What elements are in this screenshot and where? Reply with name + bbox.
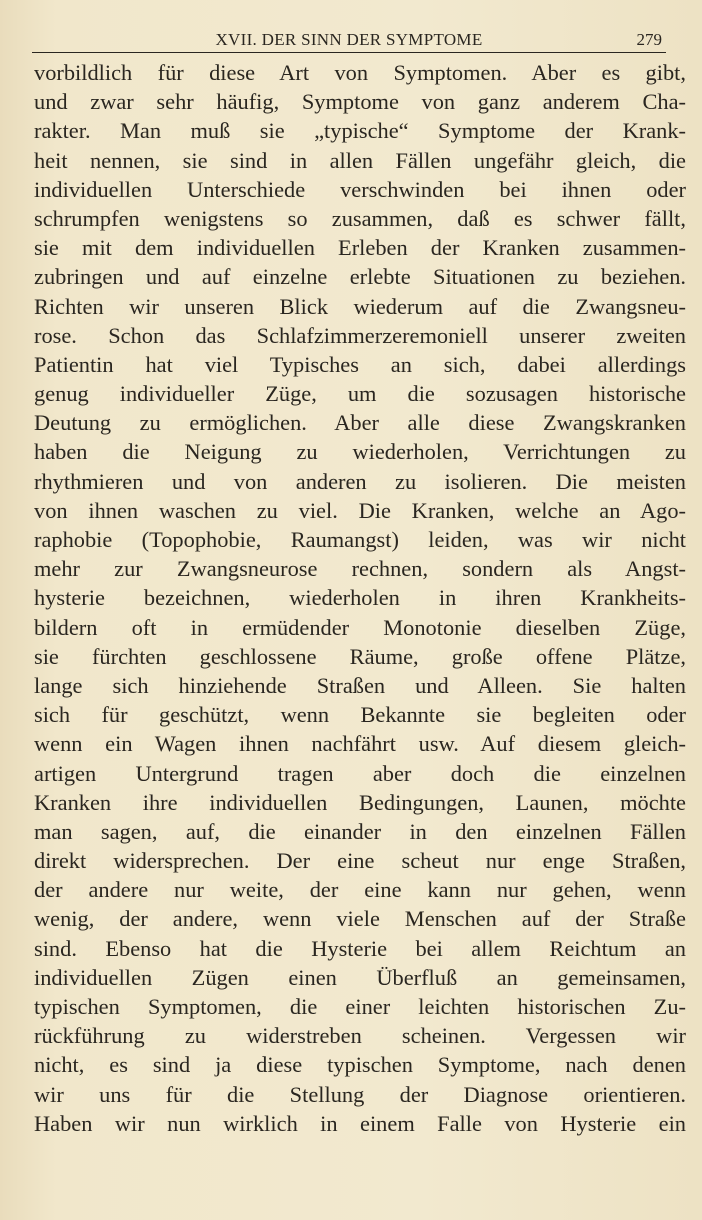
text-line: vorbildlich für diese Art von Symptomen. Aber es gibt, (34, 60, 686, 85)
text-line: sie mit dem individuellen Erleben der Kranken zusammen- (34, 235, 686, 261)
text-line: rhythmieren und von anderen zu isolieren. Die meisten (34, 468, 686, 494)
running-header (32, 28, 666, 52)
text-line: heit nennen, sie sind in allen Fällen ungefähr gleich, die (34, 147, 686, 173)
text-line: zubringen und auf einzelne erlebte Situationen zu beziehen. (34, 264, 686, 290)
text-line: rakter. Man muß sie „typische“ Symptome der Krank- (34, 118, 686, 144)
text-line: individuellen Zügen einen Überfluß an gemeinsamen, (34, 964, 686, 990)
text-line: und zwar sehr häufig, Symptome von ganz anderem Cha- (34, 89, 686, 115)
text-line: typischen Symptomen, die einer leichten historischen Zu- (34, 994, 686, 1019)
header-rule (32, 52, 666, 53)
text-line: artigen Untergrund tragen aber doch die einzelnen (34, 760, 686, 786)
text-line: genug individueller Züge, um die sozusagen historische (34, 381, 686, 407)
text-line: wir uns für die Stellung der Diagnose orientieren. (34, 1081, 686, 1107)
text-line: bildern oft in ermüdender Monotonie dieselben Züge, (34, 614, 686, 640)
text-line: rose. Schon das Schlafzimmerzeremoniell unserer zweiten (34, 322, 686, 348)
text-line: hysterie bezeichnen, wiederholen in ihren Krankheits- (34, 585, 686, 611)
text-line: von ihnen waschen zu viel. Die Kranken, welche an Ago- (34, 497, 686, 523)
text-line: rückführung zu widerstreben scheinen. Vergessen wir (34, 1023, 686, 1049)
page-number: 279 (636, 30, 662, 49)
text-line: man sagen, auf, die einander in den einzelnen Fällen (34, 818, 686, 844)
text-line: lange sich hinziehende Straßen und Alleen. Sie halten (34, 672, 686, 698)
text-line: schrumpfen wenigstens so zusammen, daß es schwer fällt, (34, 205, 686, 231)
text-line: haben die Neigung zu wiederholen, Verrichtungen zu (34, 439, 686, 465)
text-line: raphobie (Topophobie, Raumangst) leiden, was wir nicht (34, 527, 686, 552)
text-line: Deutung zu ermöglichen. Aber alle diese Zwangskranken (34, 410, 686, 436)
text-line: individuellen Unterschiede verschwinden bei ihnen oder (34, 176, 686, 202)
text-line: Patientin hat viel Typisches an sich, dabei allerdings (34, 351, 686, 377)
text-line: sind. Ebenso hat die Hysterie bei allem Reichtum an (34, 935, 686, 961)
text-line: sie fürchten geschlossene Räume, große offene Plätze, (34, 643, 686, 669)
text-line: Richten wir unseren Blick wiederum auf die Zwangsneu- (34, 293, 686, 319)
text-line: direkt widersprechen. Der eine scheut nur enge Straßen, (34, 848, 686, 874)
text-line: nicht, es sind ja diese typischen Symptome, nach denen (34, 1052, 686, 1078)
text-line: mehr zur Zwangsneurose rechnen, sondern als Angst- (34, 556, 686, 582)
text-line: sich für geschützt, wenn Bekannte sie begleiten oder (34, 702, 686, 728)
running-title: XVII. DER SINN DER SYMPTOME (215, 30, 483, 49)
text-line: wenig, der andere, wenn viele Menschen auf der Straße (34, 906, 686, 932)
body-text (34, 58, 686, 1138)
text-line: wenn ein Wagen ihnen nachfährt usw. Auf diesem gleich- (34, 731, 686, 757)
text-line: der andere nur weite, der eine kann nur gehen, wenn (34, 877, 686, 903)
text-line: Haben wir nun wirklich in einem Falle von Hysterie ein (34, 1110, 686, 1136)
text-line: Kranken ihre individuellen Bedingungen, Launen, möchte (34, 789, 686, 815)
